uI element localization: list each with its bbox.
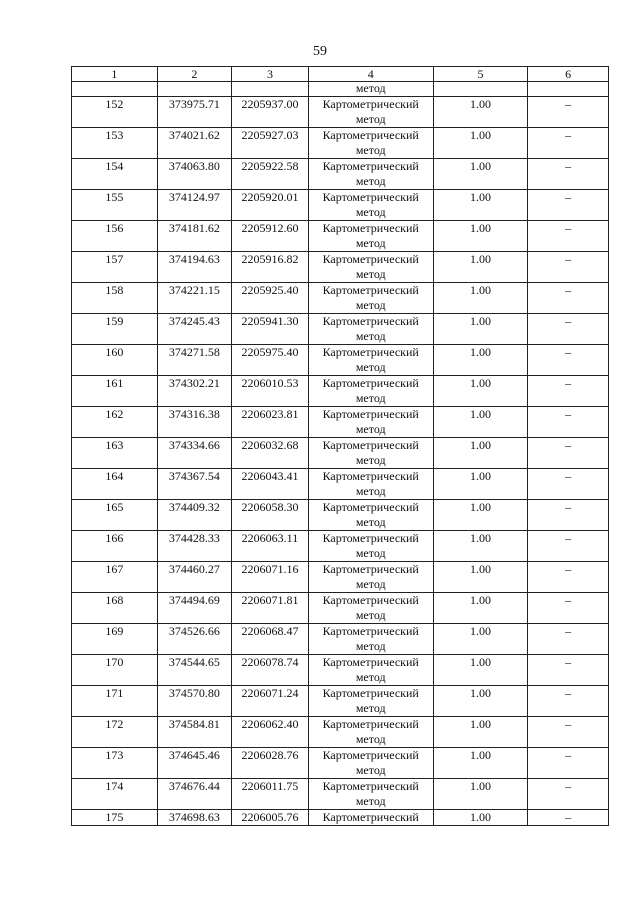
note-cell: – <box>528 221 609 252</box>
x-coordinate-cell: 374021.62 <box>157 128 232 159</box>
y-coordinate-cell: 2206043.41 <box>232 469 309 500</box>
accuracy-cell: 1.00 <box>433 624 528 655</box>
x-coordinate-cell: 374302.21 <box>157 376 232 407</box>
y-coordinate-cell: 2206071.16 <box>232 562 309 593</box>
method-cell <box>308 531 433 562</box>
method-line-2: метод <box>355 794 386 808</box>
method-cell <box>308 345 433 376</box>
note-cell: – <box>528 500 609 531</box>
table-row <box>72 748 609 779</box>
y-coordinate-cell: 2206010.53 <box>232 376 309 407</box>
note-cell: – <box>528 779 609 810</box>
method-line-1: Картометрический <box>322 190 419 204</box>
x-coordinate-cell: 374409.32 <box>157 500 232 531</box>
method-line-2: метод <box>355 236 386 250</box>
method-cell <box>308 686 433 717</box>
method-line-2: метод <box>355 391 386 405</box>
x-coordinate-cell: 374316.38 <box>157 407 232 438</box>
table-row <box>72 593 609 624</box>
method-cell <box>308 810 433 826</box>
accuracy-cell: 1.00 <box>433 345 528 376</box>
note-cell: – <box>528 376 609 407</box>
y-coordinate-cell: 2206058.30 <box>232 500 309 531</box>
x-coordinate-cell: 374544.65 <box>157 655 232 686</box>
table-row <box>72 438 609 469</box>
accuracy-cell: 1.00 <box>433 717 528 748</box>
accuracy-cell: 1.00 <box>433 252 528 283</box>
accuracy-cell: 1.00 <box>433 438 528 469</box>
point-number-cell: 156 <box>72 221 158 252</box>
x-coordinate-cell: 374645.46 <box>157 748 232 779</box>
table-row <box>72 252 609 283</box>
method-cell <box>308 655 433 686</box>
y-coordinate-cell: 2206011.75 <box>232 779 309 810</box>
accuracy-cell: 1.00 <box>433 748 528 779</box>
table-row <box>72 531 609 562</box>
accuracy-cell: 1.00 <box>433 655 528 686</box>
x-coordinate-cell: 374494.69 <box>157 593 232 624</box>
y-coordinate-cell: 2205925.40 <box>232 283 309 314</box>
method-line-2: метод <box>355 112 386 126</box>
note-cell: – <box>528 97 609 128</box>
method-cell <box>308 407 433 438</box>
method-cell <box>308 190 433 221</box>
note-cell: – <box>528 128 609 159</box>
point-number-cell: 157 <box>72 252 158 283</box>
method-cell <box>308 252 433 283</box>
method-cell <box>308 717 433 748</box>
note-cell: – <box>528 686 609 717</box>
note-cell: – <box>528 717 609 748</box>
column-header-6: 6 <box>528 67 609 82</box>
table-row <box>72 190 609 221</box>
method-line-2: метод <box>355 143 386 157</box>
y-coordinate-cell: 2206071.24 <box>232 686 309 717</box>
point-number-cell: 173 <box>72 748 158 779</box>
note-cell: – <box>528 593 609 624</box>
method-cell <box>308 624 433 655</box>
x-coordinate-cell: 374271.58 <box>157 345 232 376</box>
method-cell <box>308 500 433 531</box>
method-cell <box>308 469 433 500</box>
table-row <box>72 624 609 655</box>
note-cell: – <box>528 314 609 345</box>
method-cell <box>308 779 433 810</box>
x-coordinate-cell: 374194.63 <box>157 252 232 283</box>
point-number-cell: 168 <box>72 593 158 624</box>
method-line-2: метод <box>355 763 386 777</box>
method-line-2: метод <box>355 484 386 498</box>
method-cell <box>308 159 433 190</box>
accuracy-cell: 1.00 <box>433 128 528 159</box>
x-coordinate-cell: 374698.63 <box>157 810 232 826</box>
method-cell <box>308 221 433 252</box>
y-coordinate-cell: 2205975.40 <box>232 345 309 376</box>
point-number-cell: 161 <box>72 376 158 407</box>
table-row <box>72 810 609 826</box>
accuracy-cell: 1.00 <box>433 221 528 252</box>
column-header-4: 4 <box>308 67 433 82</box>
method-line-1: Картометрический <box>322 314 419 328</box>
table-row <box>72 469 609 500</box>
note-cell: – <box>528 748 609 779</box>
method-cell <box>308 438 433 469</box>
point-number-cell: 153 <box>72 128 158 159</box>
table-row <box>72 376 609 407</box>
method-line-1: Картометрический <box>322 128 419 142</box>
y-coordinate-cell: 2205937.00 <box>232 97 309 128</box>
method-line-1: Картометрический <box>322 252 419 266</box>
point-number-cell: 165 <box>72 500 158 531</box>
method-cell <box>308 283 433 314</box>
method-line-2: метод <box>355 701 386 715</box>
point-number-cell: 170 <box>72 655 158 686</box>
note-cell: – <box>528 531 609 562</box>
point-number-cell: 155 <box>72 190 158 221</box>
point-number-cell: 162 <box>72 407 158 438</box>
method-line-1: Картометрический <box>322 469 419 483</box>
y-coordinate-cell: 2205916.82 <box>232 252 309 283</box>
method-line-2: метод <box>355 732 386 746</box>
table-row <box>72 345 609 376</box>
x-coordinate-cell: 373975.71 <box>157 97 232 128</box>
table-row <box>72 221 609 252</box>
note-cell: – <box>528 252 609 283</box>
accuracy-cell: 1.00 <box>433 97 528 128</box>
method-line-1: Картометрический <box>322 438 419 452</box>
x-coordinate-cell: 374584.81 <box>157 717 232 748</box>
method-line-2: метод <box>355 422 386 436</box>
accuracy-cell: 1.00 <box>433 531 528 562</box>
method-line-1: Картометрический <box>322 686 419 700</box>
y-coordinate-cell: 2205920.01 <box>232 190 309 221</box>
method-line-1: Картометрический <box>322 500 419 514</box>
y-coordinate-cell: 2205912.60 <box>232 221 309 252</box>
method-line-2: метод <box>355 577 386 591</box>
accuracy-cell: 1.00 <box>433 810 528 826</box>
note-cell: – <box>528 159 609 190</box>
x-coordinate-cell: 374221.15 <box>157 283 232 314</box>
method-cell <box>308 593 433 624</box>
x-coordinate-cell: 374181.62 <box>157 221 232 252</box>
method-cell <box>308 128 433 159</box>
point-number-cell: 172 <box>72 717 158 748</box>
method-line-1: Картометрический <box>322 376 419 390</box>
y-coordinate-cell: 2206005.76 <box>232 810 309 826</box>
table-row <box>72 407 609 438</box>
method-line-1: Картометрический <box>322 624 419 638</box>
accuracy-cell: 1.00 <box>433 376 528 407</box>
continuation-text: метод <box>308 82 433 97</box>
y-coordinate-cell: 2205927.03 <box>232 128 309 159</box>
column-header-3: 3 <box>232 67 309 82</box>
method-line-2: метод <box>355 670 386 684</box>
note-cell: – <box>528 283 609 314</box>
note-cell: – <box>528 438 609 469</box>
method-line-1: Картометрический <box>322 97 419 111</box>
x-coordinate-cell: 374245.43 <box>157 314 232 345</box>
method-line-1: Картометрический <box>322 810 419 824</box>
method-line-1: Картометрический <box>322 717 419 731</box>
accuracy-cell: 1.00 <box>433 469 528 500</box>
point-number-cell: 158 <box>72 283 158 314</box>
table-row <box>72 283 609 314</box>
table-row <box>72 779 609 810</box>
column-header-5: 5 <box>433 67 528 82</box>
y-coordinate-cell: 2206028.76 <box>232 748 309 779</box>
x-coordinate-cell: 374334.66 <box>157 438 232 469</box>
accuracy-cell: 1.00 <box>433 159 528 190</box>
point-number-cell: 164 <box>72 469 158 500</box>
y-coordinate-cell: 2206032.68 <box>232 438 309 469</box>
method-line-1: Картометрический <box>322 345 419 359</box>
table-row <box>72 500 609 531</box>
continuation-row <box>72 82 609 97</box>
point-number-cell: 163 <box>72 438 158 469</box>
x-coordinate-cell: 374367.54 <box>157 469 232 500</box>
x-coordinate-cell: 374460.27 <box>157 562 232 593</box>
method-line-1: Картометрический <box>322 407 419 421</box>
x-coordinate-cell: 374428.33 <box>157 531 232 562</box>
method-line-1: Картометрический <box>322 562 419 576</box>
accuracy-cell: 1.00 <box>433 686 528 717</box>
point-number-cell: 160 <box>72 345 158 376</box>
point-number-cell: 167 <box>72 562 158 593</box>
note-cell: – <box>528 407 609 438</box>
point-number-cell: 169 <box>72 624 158 655</box>
column-header-1: 1 <box>72 67 158 82</box>
accuracy-cell: 1.00 <box>433 562 528 593</box>
method-line-1: Картометрический <box>322 531 419 545</box>
table-row <box>72 97 609 128</box>
y-coordinate-cell: 2206071.81 <box>232 593 309 624</box>
table-row <box>72 562 609 593</box>
y-coordinate-cell: 2206078.74 <box>232 655 309 686</box>
method-line-1: Картометрический <box>322 283 419 297</box>
method-cell <box>308 376 433 407</box>
x-coordinate-cell: 374063.80 <box>157 159 232 190</box>
x-coordinate-cell: 374676.44 <box>157 779 232 810</box>
y-coordinate-cell: 2206062.40 <box>232 717 309 748</box>
method-line-1: Картометрический <box>322 655 419 669</box>
point-number-cell: 174 <box>72 779 158 810</box>
table-row <box>72 655 609 686</box>
note-cell: – <box>528 655 609 686</box>
method-line-2: метод <box>355 205 386 219</box>
note-cell: – <box>528 562 609 593</box>
note-cell: – <box>528 810 609 826</box>
x-coordinate-cell: 374570.80 <box>157 686 232 717</box>
accuracy-cell: 1.00 <box>433 779 528 810</box>
table-row <box>72 128 609 159</box>
column-header-2: 2 <box>157 67 232 82</box>
method-line-2: метод <box>355 546 386 560</box>
method-line-2: метод <box>355 267 386 281</box>
method-line-1: Картометрический <box>322 779 419 793</box>
method-line-2: метод <box>355 360 386 374</box>
x-coordinate-cell: 374526.66 <box>157 624 232 655</box>
note-cell: – <box>528 469 609 500</box>
point-number-cell: 171 <box>72 686 158 717</box>
point-number-cell: 152 <box>72 97 158 128</box>
method-line-2: метод <box>355 639 386 653</box>
table-row <box>72 717 609 748</box>
method-line-1: Картометрический <box>322 159 419 173</box>
y-coordinate-cell: 2206068.47 <box>232 624 309 655</box>
accuracy-cell: 1.00 <box>433 190 528 221</box>
point-number-cell: 159 <box>72 314 158 345</box>
accuracy-cell: 1.00 <box>433 593 528 624</box>
method-line-2: метод <box>355 174 386 188</box>
y-coordinate-cell: 2205922.58 <box>232 159 309 190</box>
method-line-2: метод <box>355 329 386 343</box>
method-cell <box>308 562 433 593</box>
point-number-cell: 175 <box>72 810 158 826</box>
method-cell <box>308 314 433 345</box>
accuracy-cell: 1.00 <box>433 500 528 531</box>
page-number: 59 <box>313 44 327 59</box>
note-cell: – <box>528 624 609 655</box>
table-row <box>72 159 609 190</box>
accuracy-cell: 1.00 <box>433 407 528 438</box>
table-row <box>72 314 609 345</box>
method-cell <box>308 748 433 779</box>
coordinates-table <box>71 66 609 826</box>
y-coordinate-cell: 2205941.30 <box>232 314 309 345</box>
method-line-2: метод <box>355 453 386 467</box>
method-line-2: метод <box>355 608 386 622</box>
method-line-1: Картометрический <box>322 593 419 607</box>
y-coordinate-cell: 2206063.11 <box>232 531 309 562</box>
note-cell: – <box>528 190 609 221</box>
table-row <box>72 686 609 717</box>
y-coordinate-cell: 2206023.81 <box>232 407 309 438</box>
method-line-1: Картометрический <box>322 221 419 235</box>
method-line-2: метод <box>355 515 386 529</box>
method-line-2: метод <box>355 298 386 312</box>
point-number-cell: 154 <box>72 159 158 190</box>
point-number-cell: 166 <box>72 531 158 562</box>
table-header-row <box>72 67 609 82</box>
x-coordinate-cell: 374124.97 <box>157 190 232 221</box>
method-line-1: Картометрический <box>322 748 419 762</box>
note-cell: – <box>528 345 609 376</box>
accuracy-cell: 1.00 <box>433 314 528 345</box>
method-cell <box>308 97 433 128</box>
accuracy-cell: 1.00 <box>433 283 528 314</box>
